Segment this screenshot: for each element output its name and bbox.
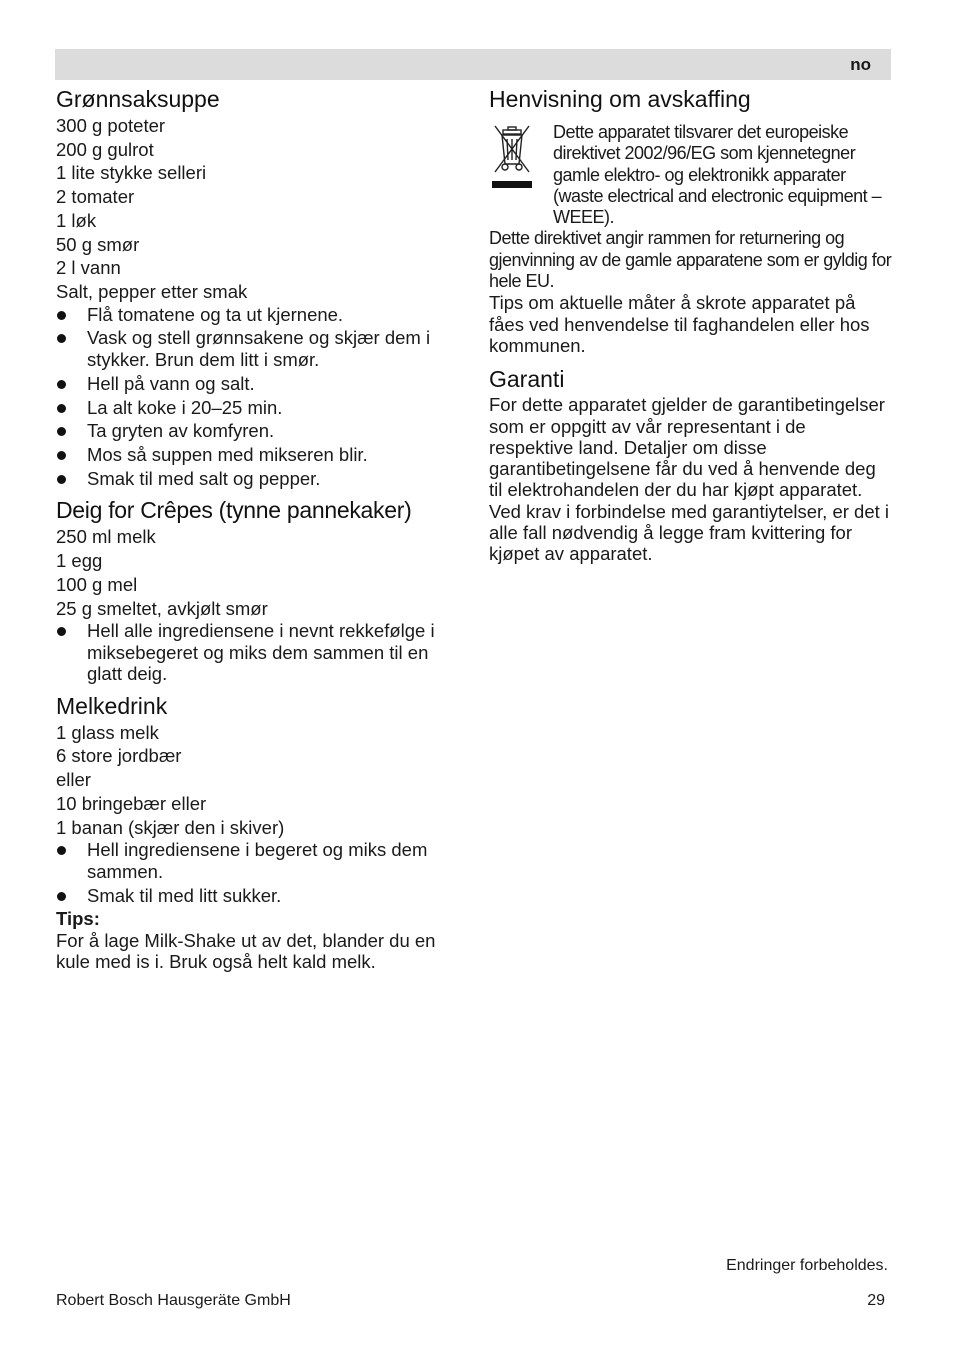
changes-reserved-note: Endringer forbeholdes. (726, 1257, 888, 1274)
section-title: Deig for Crêpes (tynne pannekaker) (56, 497, 412, 524)
section-milk-drink (56, 691, 461, 973)
list-item (56, 304, 461, 326)
list-item (56, 885, 461, 907)
section-title: Grønnsaksuppe (56, 86, 220, 112)
ingredient: 200 g gulrot (56, 138, 154, 160)
list-item (56, 620, 461, 685)
right-column (489, 84, 894, 571)
language-bar (55, 49, 891, 80)
ingredient: 1 banan (skjær den i skiver) (56, 816, 285, 838)
bullet-icon (57, 627, 66, 636)
section-title: Melkedrink (56, 692, 168, 719)
step-list (56, 304, 461, 490)
step-text: Mos så suppen med mikseren blir. (87, 444, 368, 466)
language-code: no (850, 55, 871, 74)
ingredient: Salt, pepper etter smak (56, 280, 248, 302)
ingredient: eller (56, 769, 91, 791)
tips-text: For å lage Milk-Shake ut av det, blander du en kule med is i. Bruk også helt kald melk. (56, 929, 436, 973)
bullet-icon (57, 451, 66, 460)
step-text: Ta gryten av komfyren. (87, 420, 275, 442)
bullet-icon (57, 380, 66, 389)
weee-notice (489, 122, 894, 228)
section-vegetable-soup (56, 84, 461, 489)
step-text: Hell på vann og salt. (87, 372, 255, 394)
step-list (56, 620, 461, 685)
step-text: La alt koke i 20–25 min. (87, 396, 283, 418)
tips-label: Tips: (56, 908, 100, 930)
bullet-icon (57, 334, 66, 343)
step-text: Hell ingrediensene i begeret og miks dem sammen. (87, 839, 428, 882)
ingredient: 25 g smeltet, avkjølt smør (56, 597, 268, 619)
ingredient: 6 store jordbær (56, 745, 182, 767)
page-number: 29 (867, 1292, 885, 1309)
ingredient: 10 bringebær eller (56, 792, 207, 814)
section-title: Henvisning om avskaffing (489, 86, 751, 112)
ingredient-list (56, 721, 461, 840)
step-list (56, 839, 461, 906)
list-item (56, 373, 461, 395)
list-item (56, 420, 461, 442)
ingredient: 1 glass melk (56, 721, 159, 743)
list-item (56, 839, 461, 882)
warranty-text: For dette apparatet gjelder de garantibetingelser som er oppgitt av vår representant i de respektive land. Detaljer om disse garantibetingelsene får du ved å henvende deg til elektrohandelen der du har kjøpt apparatet. Ved krav i forbindelse med garantiytelser, er det i alle fall nødvendig å legge fram kvittering for kjøpet av apparatet. (489, 394, 890, 565)
left-column (56, 84, 461, 978)
ingredient: 50 g smør (56, 233, 140, 255)
disposal-tips-paragraph: Tips om aktuelle måter å skrote apparatet på fåes ved henvendelse til faghandelen eller hos kommunen. (489, 292, 870, 356)
list-item (56, 397, 461, 419)
ingredient: 1 løk (56, 209, 97, 231)
ingredient: 2 tomater (56, 186, 135, 208)
step-text: Hell alle ingrediensene i nevnt rekkefølge i miksebegeret og miks dem sammen til en glatt deig. (87, 620, 435, 685)
ingredient: 250 ml melk (56, 526, 156, 548)
list-item (56, 327, 461, 370)
step-text: Smak til med litt sukker. (87, 884, 282, 906)
ingredient: 100 g mel (56, 573, 138, 595)
section-disposal (489, 84, 894, 356)
section-warranty (489, 364, 894, 564)
weee-text: Dette apparatet tilsvarer det europeiske direktivet 2002/96/EG som kjennetegner gamle elektro- og elektronikk apparater (waste electrical and electronic equipment – WEEE). (553, 122, 882, 228)
company-name: Robert Bosch Hausgeräte GmbH (56, 1292, 291, 1309)
ingredient: 2 l vann (56, 257, 121, 279)
ingredient: 300 g poteter (56, 115, 166, 136)
ingredient: 1 lite stykke selleri (56, 162, 207, 184)
ingredient-list (56, 525, 461, 620)
bullet-icon (57, 427, 66, 436)
list-item (56, 468, 461, 490)
ingredient: 1 egg (56, 550, 103, 572)
section-crepes (56, 495, 461, 684)
weee-crossed-bin-icon (491, 124, 533, 192)
step-text: Smak til med salt og pepper. (87, 467, 321, 489)
list-item (56, 444, 461, 466)
ingredient-list (56, 114, 461, 304)
bullet-icon (57, 404, 66, 413)
section-title: Garanti (489, 366, 565, 393)
bullet-icon (57, 846, 66, 855)
step-text: Flå tomatene og ta ut kjernene. (87, 303, 344, 325)
directive-paragraph: Dette direktivet angir rammen for returnering og gjenvinning av de gamle apparatene som er gyldig for hele EU. (489, 228, 892, 292)
bullet-icon (57, 475, 66, 484)
step-text: Vask og stell grønnsakene og skjær dem i stykker. Brun dem litt i smør. (87, 327, 431, 370)
bullet-icon (57, 892, 66, 901)
bullet-icon (57, 311, 66, 320)
